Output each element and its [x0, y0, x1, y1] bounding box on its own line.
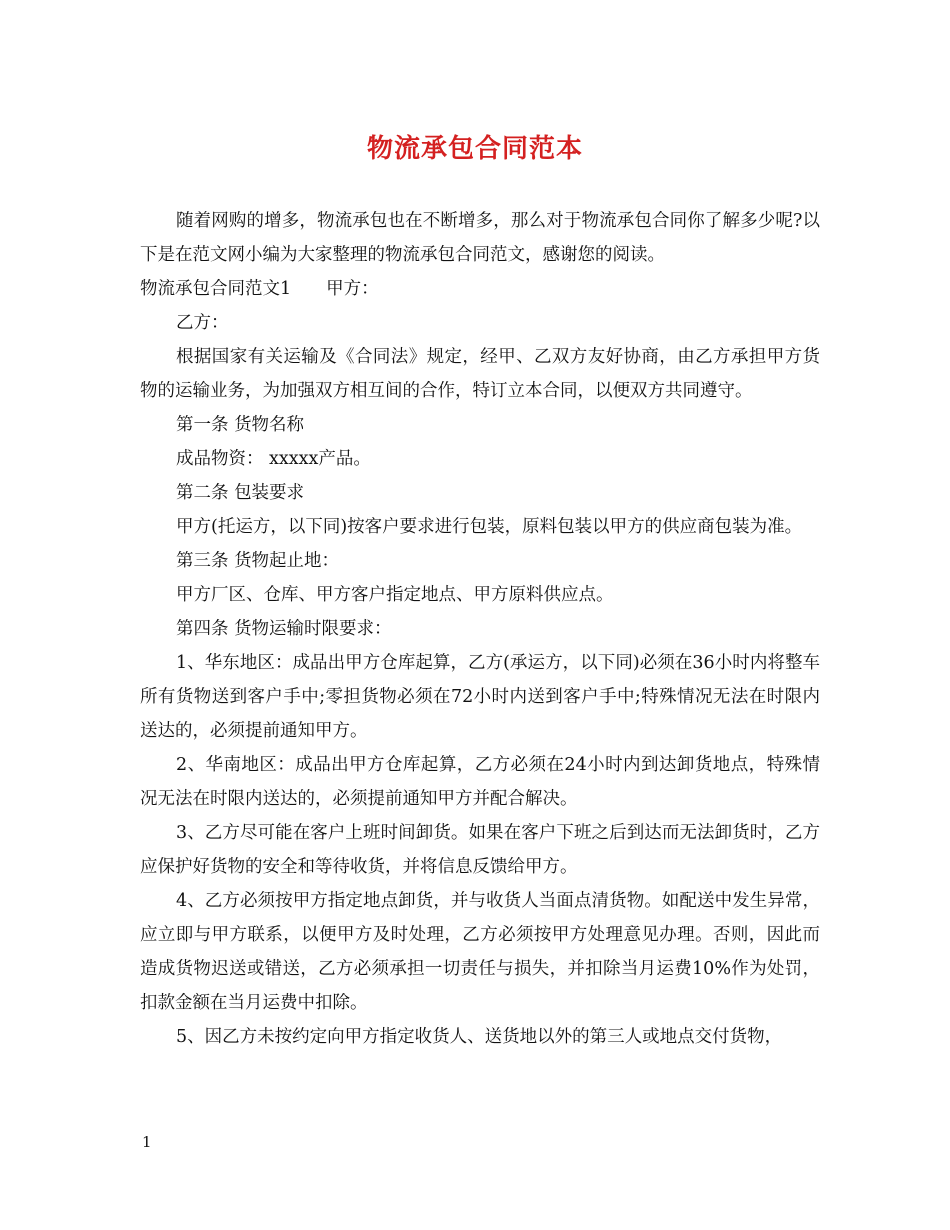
document-paragraph: 乙方：	[176, 313, 229, 333]
page-number: 1	[142, 1133, 152, 1151]
document-body	[140, 204, 820, 1054]
document-paragraph: 1、华东地区：成品出甲方仓库起算，乙方(承运方，以下同)必须在36小时内将整车所有货物送到客户手中;零担货物必须在72小时内送到客户手中;特殊情况无法在时限内送达的，必须提前通知甲方。	[140, 653, 820, 741]
document-paragraph: 甲方厂区、仓库、甲方客户指定地点、甲方原料供应点。	[176, 585, 614, 605]
document-title: 物流承包合同范本	[366, 134, 583, 164]
document-paragraph: 4、乙方必须按甲方指定地点卸货，并与收货人当面点清货物。如配送中发生异常，应立即与甲方联系，以便甲方及时处理，乙方必须按甲方处理意见办理。否则，因此而造成货物迟送或错送，乙方必须承担一切责任与损失，并扣除当月运费10%作为处罚，扣款金额在当月运费中扣除。	[140, 891, 820, 1013]
document-paragraph: 随着网购的增多，物流承包也在不断增多，那么对于物流承包合同你了解多少呢?以下是在范文网小编为大家整理的物流承包合同范文，感谢您的阅读。	[140, 211, 820, 265]
document-paragraph: 第一条 货物名称	[176, 415, 305, 435]
document-paragraph: 甲方(托运方，以下同)按客户要求进行包装，原料包装以甲方的供应商包装为准。	[176, 517, 803, 537]
document-paragraph: 第二条 包装要求	[176, 483, 305, 503]
document-paragraph: 物流承包合同范文1 甲方：	[140, 279, 379, 299]
document-paragraph: 成品物资： xxxxx产品。	[176, 449, 371, 469]
document-paragraph: 2、华南地区：成品出甲方仓库起算，乙方必须在24小时内到达卸货地点，特殊情况无法在时限内送达的，必须提前通知甲方并配合解决。	[140, 755, 820, 809]
document-paragraph: 第四条 货物运输时限要求：	[176, 619, 392, 639]
document-paragraph: 第三条 货物起止地：	[176, 551, 340, 571]
document-paragraph: 3、乙方尽可能在客户上班时间卸货。如果在客户下班之后到达而无法卸货时，乙方应保护好货物的安全和等待收货，并将信息反馈给甲方。	[140, 823, 820, 877]
document-paragraph: 根据国家有关运输及《合同法》规定，经甲、乙双方友好协商，由乙方承担甲方货物的运输业务，为加强双方相互间的合作，特订立本合同，以便双方共同遵守。	[140, 347, 820, 401]
document-paragraph: 5、因乙方未按约定向甲方指定收货人、送货地以外的第三人或地点交付货物，	[176, 1027, 783, 1047]
